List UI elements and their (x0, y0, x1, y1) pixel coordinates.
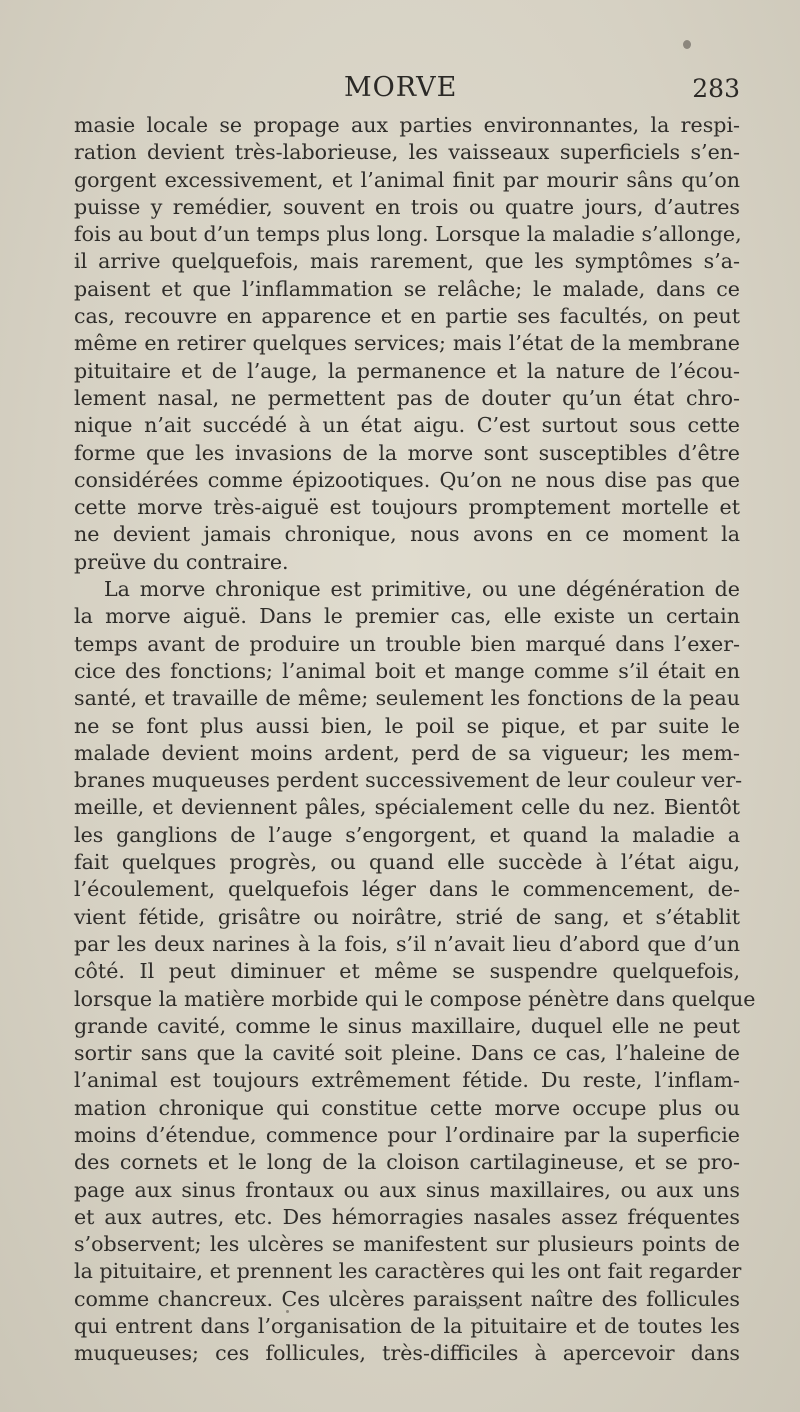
text-line: comme chancreux. Ces ulcères paraissent naître des follicules (74, 1286, 740, 1311)
running-title: MORVE (344, 72, 458, 103)
text-line: les ganglions de l’auge s’engorgent, et quand la maladie a (74, 822, 740, 847)
text-line: ration devient très-laborieuse, les vaisseaux superficiels s’en- (74, 140, 740, 165)
text-line: la morve aiguë. Dans le premier cas, elle existe un certain (74, 604, 740, 629)
paper-speck (683, 40, 691, 49)
text-line: cice des fonctions; l’animal boit et mange comme s’il était en (74, 658, 740, 683)
text-line: page aux sinus frontaux ou aux sinus maxillaires, ou aux uns (74, 1177, 740, 1202)
text-line: des cornets et le long de la cloison cartilagineuse, et se pro- (74, 1150, 740, 1175)
text-line: nique n’ait succédé à un état aigu. C’est surtout sous cette (74, 413, 740, 438)
text-line: côté. Il peut diminuer et même se suspendre quelquefois, (74, 959, 740, 984)
text-line: fait quelques progrès, ou quand elle succède à l’état aigu, (74, 850, 740, 875)
text-line: masie locale se propage aux parties environnantes, la respi- (74, 113, 740, 137)
text-line: sortir sans que la cavité soit pleine. Dans ce cas, l’haleine de (74, 1041, 740, 1066)
text-line: gorgent excessivement, et l’animal finit par mourir sâns qu’on (74, 167, 740, 192)
text-line: s’observent; les ulcères se manifestent sur plusieurs points de (74, 1232, 740, 1257)
text-line: et aux autres, etc. Des hémorragies nasales assez fréquentes (74, 1204, 740, 1229)
text-line: ne se font plus aussi bien, le poil se pique, et par suite le (74, 713, 740, 738)
text-line: lorsque la matière morbide qui le compose pénètre dans quelque (74, 986, 756, 1011)
text-line: considérées comme épizootiques. Qu’on ne nous dise pas que (74, 467, 740, 492)
text-line: l’écoulement, quelquefois léger dans le commencement, de- (74, 877, 740, 902)
text-line: temps avant de produire un trouble bien marqué dans l’exer- (74, 631, 740, 656)
text-line: puisse y remédier, souvent en trois ou quatre jours, d’autres (74, 194, 740, 219)
text-line: qui entrent dans l’organisation de la pituitaire et de toutes les (74, 1314, 740, 1339)
text-line: meille, et deviennent pâles, spécialement celle du nez. Bientôt (74, 795, 740, 820)
paragraph-first-line: La morve chronique est primitive, ou une dégénération de (104, 577, 740, 602)
text-line: ne devient jamais chronique, nous avons en ce moment la (74, 522, 740, 547)
text-line: cette morve très-aiguë est toujours promptement mortelle et (74, 495, 740, 520)
page-number: 283 (692, 74, 740, 103)
text-line: lement nasal, ne permettent pas de douter qu’un état chro- (74, 385, 740, 410)
text-line: pituitaire et de l’auge, la permanence et la nature de l’écou- (74, 358, 740, 383)
text-line: cas, recouvre en apparence et en partie ses facultés, on peut (74, 304, 740, 329)
text-line: santé, et travaille de même; seulement les fonctions de la peau (74, 686, 740, 711)
text-line: paisent et que l’inflammation se relâche; le malade, dans ce (74, 276, 740, 301)
text-line: vient fétide, grisâtre ou noirâtre, strié de sang, et s’établit (74, 904, 740, 929)
body-text (74, 112, 756, 1368)
paragraph-end-line: preüve du contraire. (74, 549, 289, 574)
text-line: grande cavité, comme le sinus maxillaire, duquel elle ne peut (74, 1013, 740, 1038)
text-line: il arrive quelquefois, mais rarement, que les symptômes s’a- (74, 249, 740, 274)
text-line: forme que les invasions de la morve sont susceptibles d’être (74, 440, 740, 465)
text-line: l’animal est toujours extrêmement fétide. Du reste, l’inflam- (74, 1068, 740, 1093)
text-line: malade devient moins ardent, perd de sa vigueur; les mem- (74, 740, 740, 765)
text-line: moins d’étendue, commence pour l’ordinaire par la superficie (74, 1122, 740, 1147)
text-line: fois au bout d’un temps plus long. Lorsque la maladie s’allonge, (74, 222, 742, 247)
text-line: la pituitaire, et prennent les caractères qui les ont fait regarder (74, 1259, 742, 1284)
text-line: muqueuses; ces follicules, très-difficiles à apercevoir dans (74, 1341, 740, 1366)
text-line: même en retirer quelques services; mais l’état de la membrane (74, 331, 740, 356)
page-header (0, 72, 800, 112)
text-line: branes muqueuses perdent successivement de leur couleur ver- (74, 768, 743, 793)
text-line: mation chronique qui constitue cette morve occupe plus ou (74, 1095, 740, 1120)
text-line: par les deux narines à la fois, s’il n’avait lieu d’abord que d’un (74, 931, 740, 956)
